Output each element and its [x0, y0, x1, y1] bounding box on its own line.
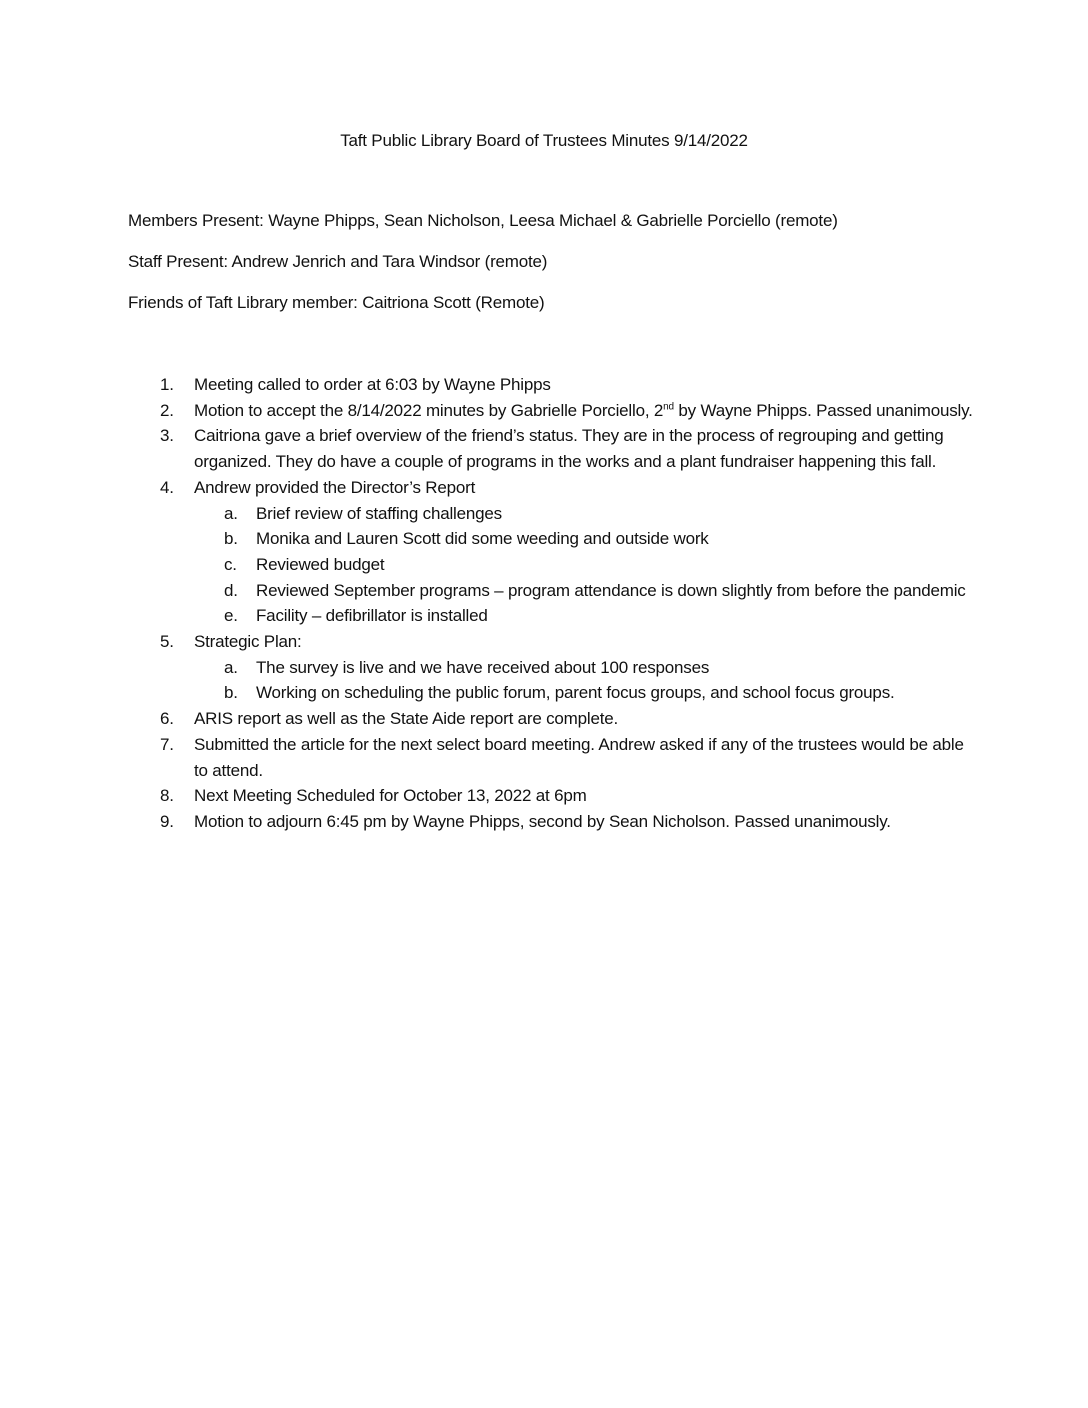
friends-member: Friends of Taft Library member: Caitriona Scott (Remote)	[128, 293, 545, 312]
item-number: 4.	[160, 477, 174, 497]
sub-list-item	[158, 655, 978, 681]
ordinal-suffix: nd	[663, 401, 674, 413]
item-number: 1.	[160, 375, 174, 394]
item-text: Andrew provided the Director’s Report	[194, 477, 476, 497]
item-number: 2.	[160, 400, 174, 420]
sub-item-text: Reviewed budget	[256, 554, 385, 574]
sub-item-letter: a.	[224, 657, 238, 677]
sub-item-letter: b.	[224, 683, 238, 703]
list-item	[158, 783, 978, 809]
list-item	[158, 706, 978, 732]
sub-item-text: Monika and Lauren Scott did some weeding and outside work	[256, 529, 709, 549]
sub-item-text: Brief review of staffing challenges	[256, 503, 502, 523]
minutes-list	[158, 372, 978, 835]
sub-item-letter: c.	[224, 554, 237, 574]
item-text-part: Motion to accept the 8/14/2022 minutes by Gabrielle Porciello, 2	[194, 400, 664, 420]
item-number: 5.	[160, 632, 174, 652]
list-item	[158, 629, 978, 655]
item-text-part: by Wayne Phipps. Passed unanimously.	[673, 400, 973, 420]
item-text	[194, 398, 978, 424]
item-number: 9.	[160, 811, 174, 831]
item-number: 3.	[160, 426, 174, 446]
sub-list-item	[158, 501, 978, 527]
sub-list-item	[158, 680, 978, 706]
list-item	[158, 732, 978, 783]
sub-item-text: The survey is live and we have received about 100 responses	[256, 657, 710, 677]
item-number: 8.	[160, 786, 174, 806]
item-number: 6.	[160, 709, 174, 729]
sub-item-text: Reviewed September programs – program attendance is down slightly from before the pandemic	[256, 580, 966, 600]
item-text: ARIS report as well as the State Aide report are complete.	[194, 709, 619, 729]
sub-item-text: Facility – defibrillator is installed	[256, 606, 488, 626]
sub-item-letter: e.	[224, 606, 238, 626]
sub-list-item	[158, 578, 978, 604]
document-title: Taft Public Library Board of Trustees Minutes 9/14/2022	[340, 131, 748, 150]
item-text: Caitriona gave a brief overview of the friend’s status. They are in the process of regrouping and getting organized. They do have a couple of programs in the works and a plant fundraiser happening this fall.	[194, 426, 944, 472]
item-text: Meeting called to order at 6:03 by Wayne Phipps	[194, 375, 551, 394]
item-number: 7.	[160, 734, 174, 754]
item-text: Next Meeting Scheduled for October 13, 2022 at 6pm	[194, 786, 587, 806]
list-item	[158, 423, 978, 474]
members-present: Members Present: Wayne Phipps, Sean Nicholson, Leesa Michael & Gabrielle Porciello (remote)	[128, 211, 838, 230]
sub-list-item	[158, 526, 978, 552]
sub-item-letter: b.	[224, 529, 238, 549]
item-text: Strategic Plan:	[194, 632, 302, 652]
list-item	[158, 809, 978, 835]
list-item	[158, 398, 978, 424]
list-item	[158, 475, 978, 501]
sub-item-letter: a.	[224, 503, 238, 523]
sub-item-text: Working on scheduling the public forum, parent focus groups, and school focus groups.	[256, 683, 895, 703]
item-text: Submitted the article for the next select board meeting. Andrew asked if any of the trustees would be able to attend.	[194, 734, 964, 780]
staff-present: Staff Present: Andrew Jenrich and Tara Windsor (remote)	[128, 252, 548, 271]
sub-list-item	[158, 603, 978, 629]
item-text: Motion to adjourn 6:45 pm by Wayne Phipps, second by Sean Nicholson. Passed unanimously.	[194, 811, 891, 831]
list-item	[158, 372, 978, 398]
sub-item-letter: d.	[224, 580, 238, 600]
sub-list-item	[158, 552, 978, 578]
attendance-section	[128, 211, 988, 334]
